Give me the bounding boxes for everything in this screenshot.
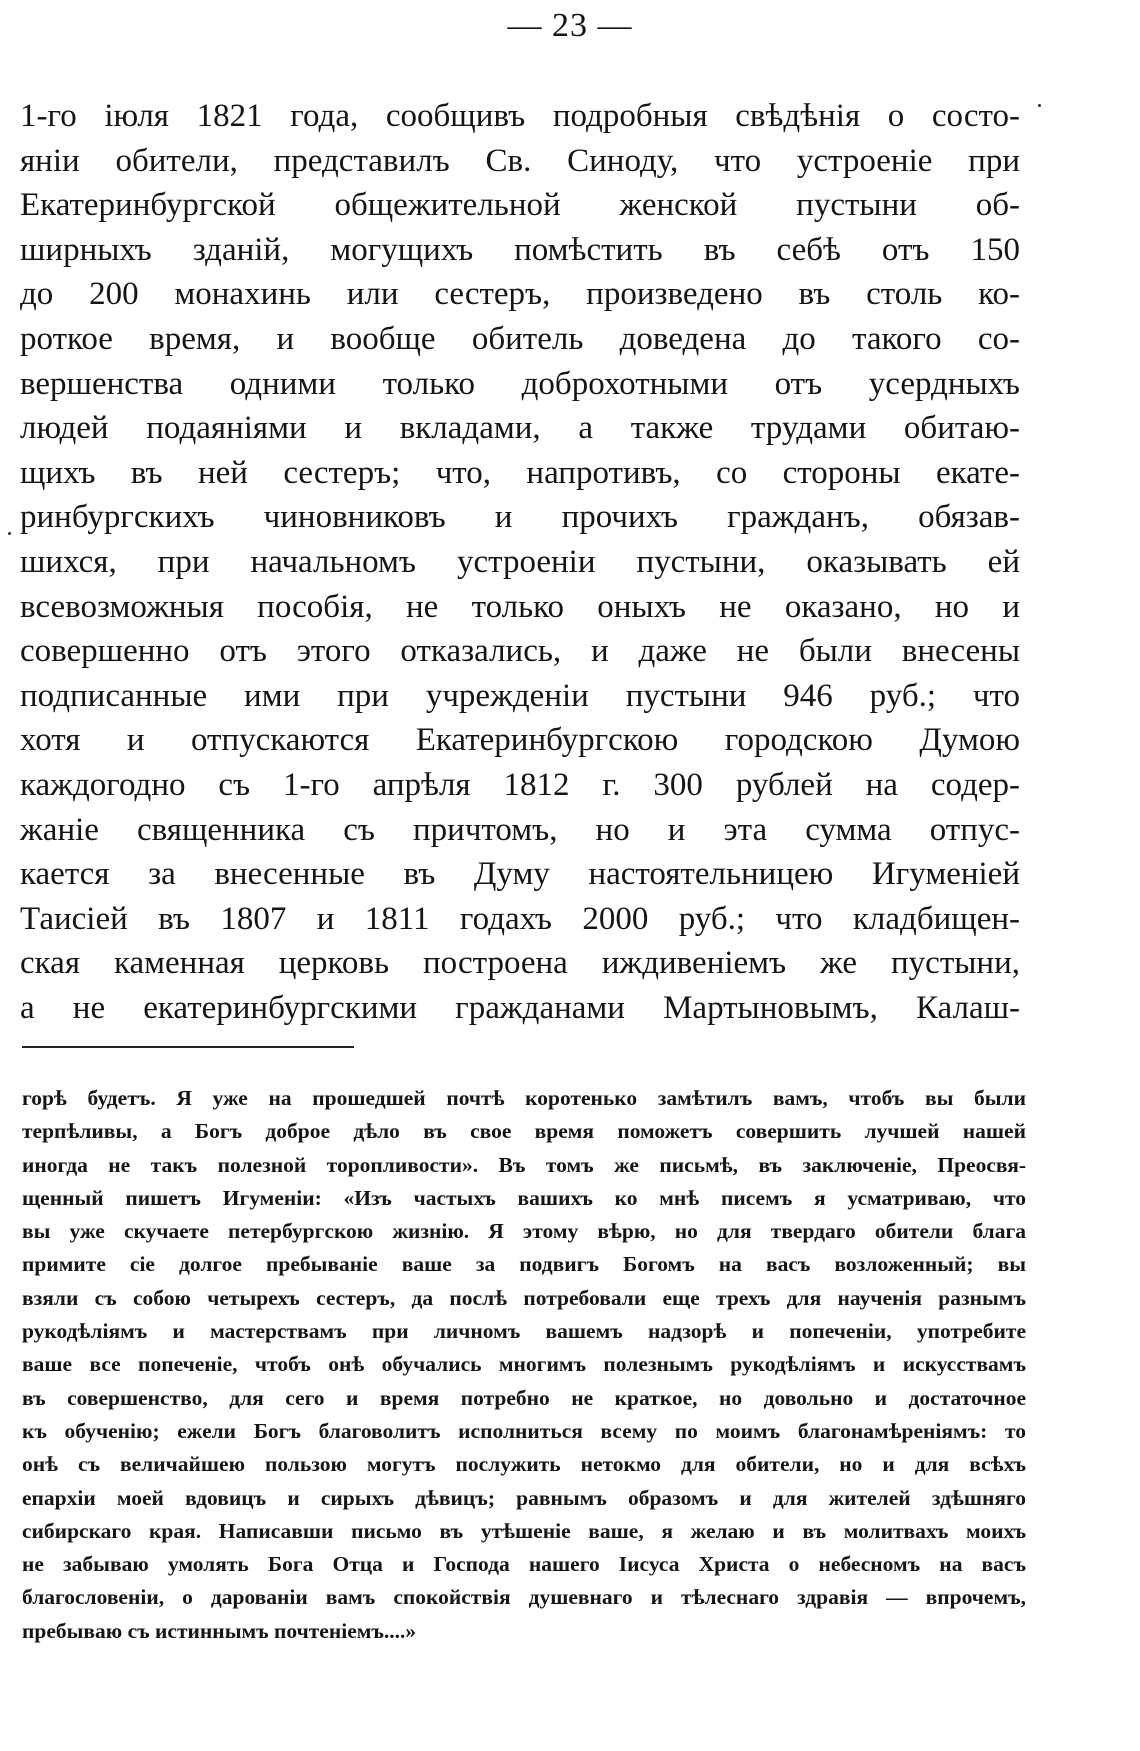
main-line: до 200 монахинь или сестеръ, произведено въ столь ко- <box>20 276 1020 313</box>
footnote-line: ваше все попеченіе, чтобъ онѣ обучались многимъ полезнымъ рукодѣліямъ и искусствамъ <box>22 1352 1026 1377</box>
footnote-line: вы уже скучаете петербургскою жизнію. Я этому вѣрю, но для твердаго обители блага <box>22 1219 1026 1244</box>
main-line: жаніе священника съ причтомъ, но и эта сумма отпус- <box>20 811 1020 848</box>
print-speck <box>8 532 11 535</box>
main-line: совершенно отъ этого отказались, и даже не были внесены <box>20 633 1020 670</box>
footnote-line: въ совершенство, для сего и время потребно не краткое, но довольно и достаточное <box>22 1385 1026 1410</box>
footnote-line: онѣ съ величайшею пользою могутъ послужить нетокмо для обители, но и для всѣхъ <box>22 1452 1026 1477</box>
main-line: вершенства одними только доброхотными отъ усердныхъ <box>20 365 1020 402</box>
footnote-line: сибирскаго края. Написавши письмо въ утѣшеніе ваше, я желаю и въ молитвахъ моихъ <box>22 1518 1026 1543</box>
main-line: 1-го іюля 1821 года, сообщивъ подробныя свѣдѣнія о состо- <box>20 98 1020 134</box>
main-line: людей подаяніями и вкладами, а также трудами обитаю- <box>20 410 1020 447</box>
main-line: ринбургскихъ чиновниковъ и прочихъ гражданъ, обязав- <box>20 499 1020 536</box>
footnote-body <box>22 1082 1026 1648</box>
footnote-line: къ обученію; ежели Богъ благоволитъ исполниться всему по моимъ благонамѣреніямъ: то <box>22 1418 1026 1443</box>
main-line: Екатеринбургской общежительной женской пустыни об- <box>20 187 1020 224</box>
footnote-line: взяли съ собою четырехъ сестеръ, да послѣ потребовали еще трехъ для наученія разнымъ <box>22 1285 1026 1310</box>
main-line: подписанные ими при учрежденіи пустыни 946 руб.; что <box>20 677 1020 714</box>
footnote-line: благословеніи, о дарованіи вамъ спокойствія душевнаго и тѣлеснаго здравія — впрочемъ, <box>22 1585 1026 1610</box>
main-line: ская каменная церковь построена иждивеніемъ же пустыни, <box>20 945 1020 982</box>
main-line: щихъ въ ней сестеръ; что, напротивъ, со стороны екате- <box>20 454 1020 491</box>
footnote-line: терпѣливы, а Богъ доброе дѣло въ свое время поможетъ совершить лучшей нашей <box>22 1119 1026 1144</box>
main-line: Таисіей въ 1807 и 1811 годахъ 2000 руб.; что кладбищен- <box>20 900 1020 937</box>
footnote-line: епархіи моей вдовицъ и сирыхъ дѣвицъ; равнымъ образомъ и для жителей здѣшняго <box>22 1485 1026 1510</box>
footnote-line: примите сіе долгое пребываніе ваше за подвигъ Богомъ на васъ возложенный; вы <box>22 1252 1026 1277</box>
main-line: каждогодно съ 1-го апрѣля 1812 г. 300 рублей на содер- <box>20 766 1020 803</box>
page-number: — 23 — <box>507 7 633 44</box>
main-line: а не екатеринбургскими гражданами Мартыновымъ, Калаш- <box>20 989 1020 1026</box>
main-line: хотя и отпускаются Екатеринбургскою городскою Думою <box>20 722 1020 759</box>
footnote-line: иногда не такъ полезной торопливости». Въ томъ же письмѣ, въ заключеніе, Преосвя- <box>22 1152 1026 1177</box>
print-speck <box>1038 104 1041 107</box>
footnote-line: не забываю умолять Бога Отца и Господа нашего Іисуса Христа о небесномъ на васъ <box>22 1552 1026 1577</box>
main-text-body <box>20 94 1020 1030</box>
main-line: роткое время, и вообще обитель доведена до такого со- <box>20 320 1020 357</box>
footnote-line: пребываю съ истиннымъ почтеніемъ....» <box>22 1618 417 1643</box>
main-line: всевозможныя пособія, не только оныхъ не оказано, но и <box>20 588 1020 625</box>
footnote-rule <box>22 1046 354 1048</box>
footnote-line: щенный пишетъ Игуменіи: «Изъ частыхъ вашихъ ко мнѣ писемъ я усматриваю, что <box>22 1185 1026 1210</box>
main-line: яніи обители, представилъ Св. Синоду, что устроеніе при <box>20 142 1020 179</box>
main-line: ширныхъ зданій, могущихъ помѣстить въ себѣ отъ 150 <box>20 231 1020 268</box>
main-line: шихся, при начальномъ устроеніи пустыни, оказывать ей <box>20 543 1020 580</box>
main-line: кается за внесенные въ Думу настоятельницею Игуменіей <box>20 856 1020 893</box>
footnote-line: рукодѣліямъ и мастерствамъ при личномъ вашемъ надзорѣ и попеченіи, употребите <box>22 1319 1026 1344</box>
footnote-line: горѣ будетъ. Я уже на прошедшей почтѣ коротенько замѣтилъ вамъ, чтобъ вы были <box>22 1086 1026 1110</box>
